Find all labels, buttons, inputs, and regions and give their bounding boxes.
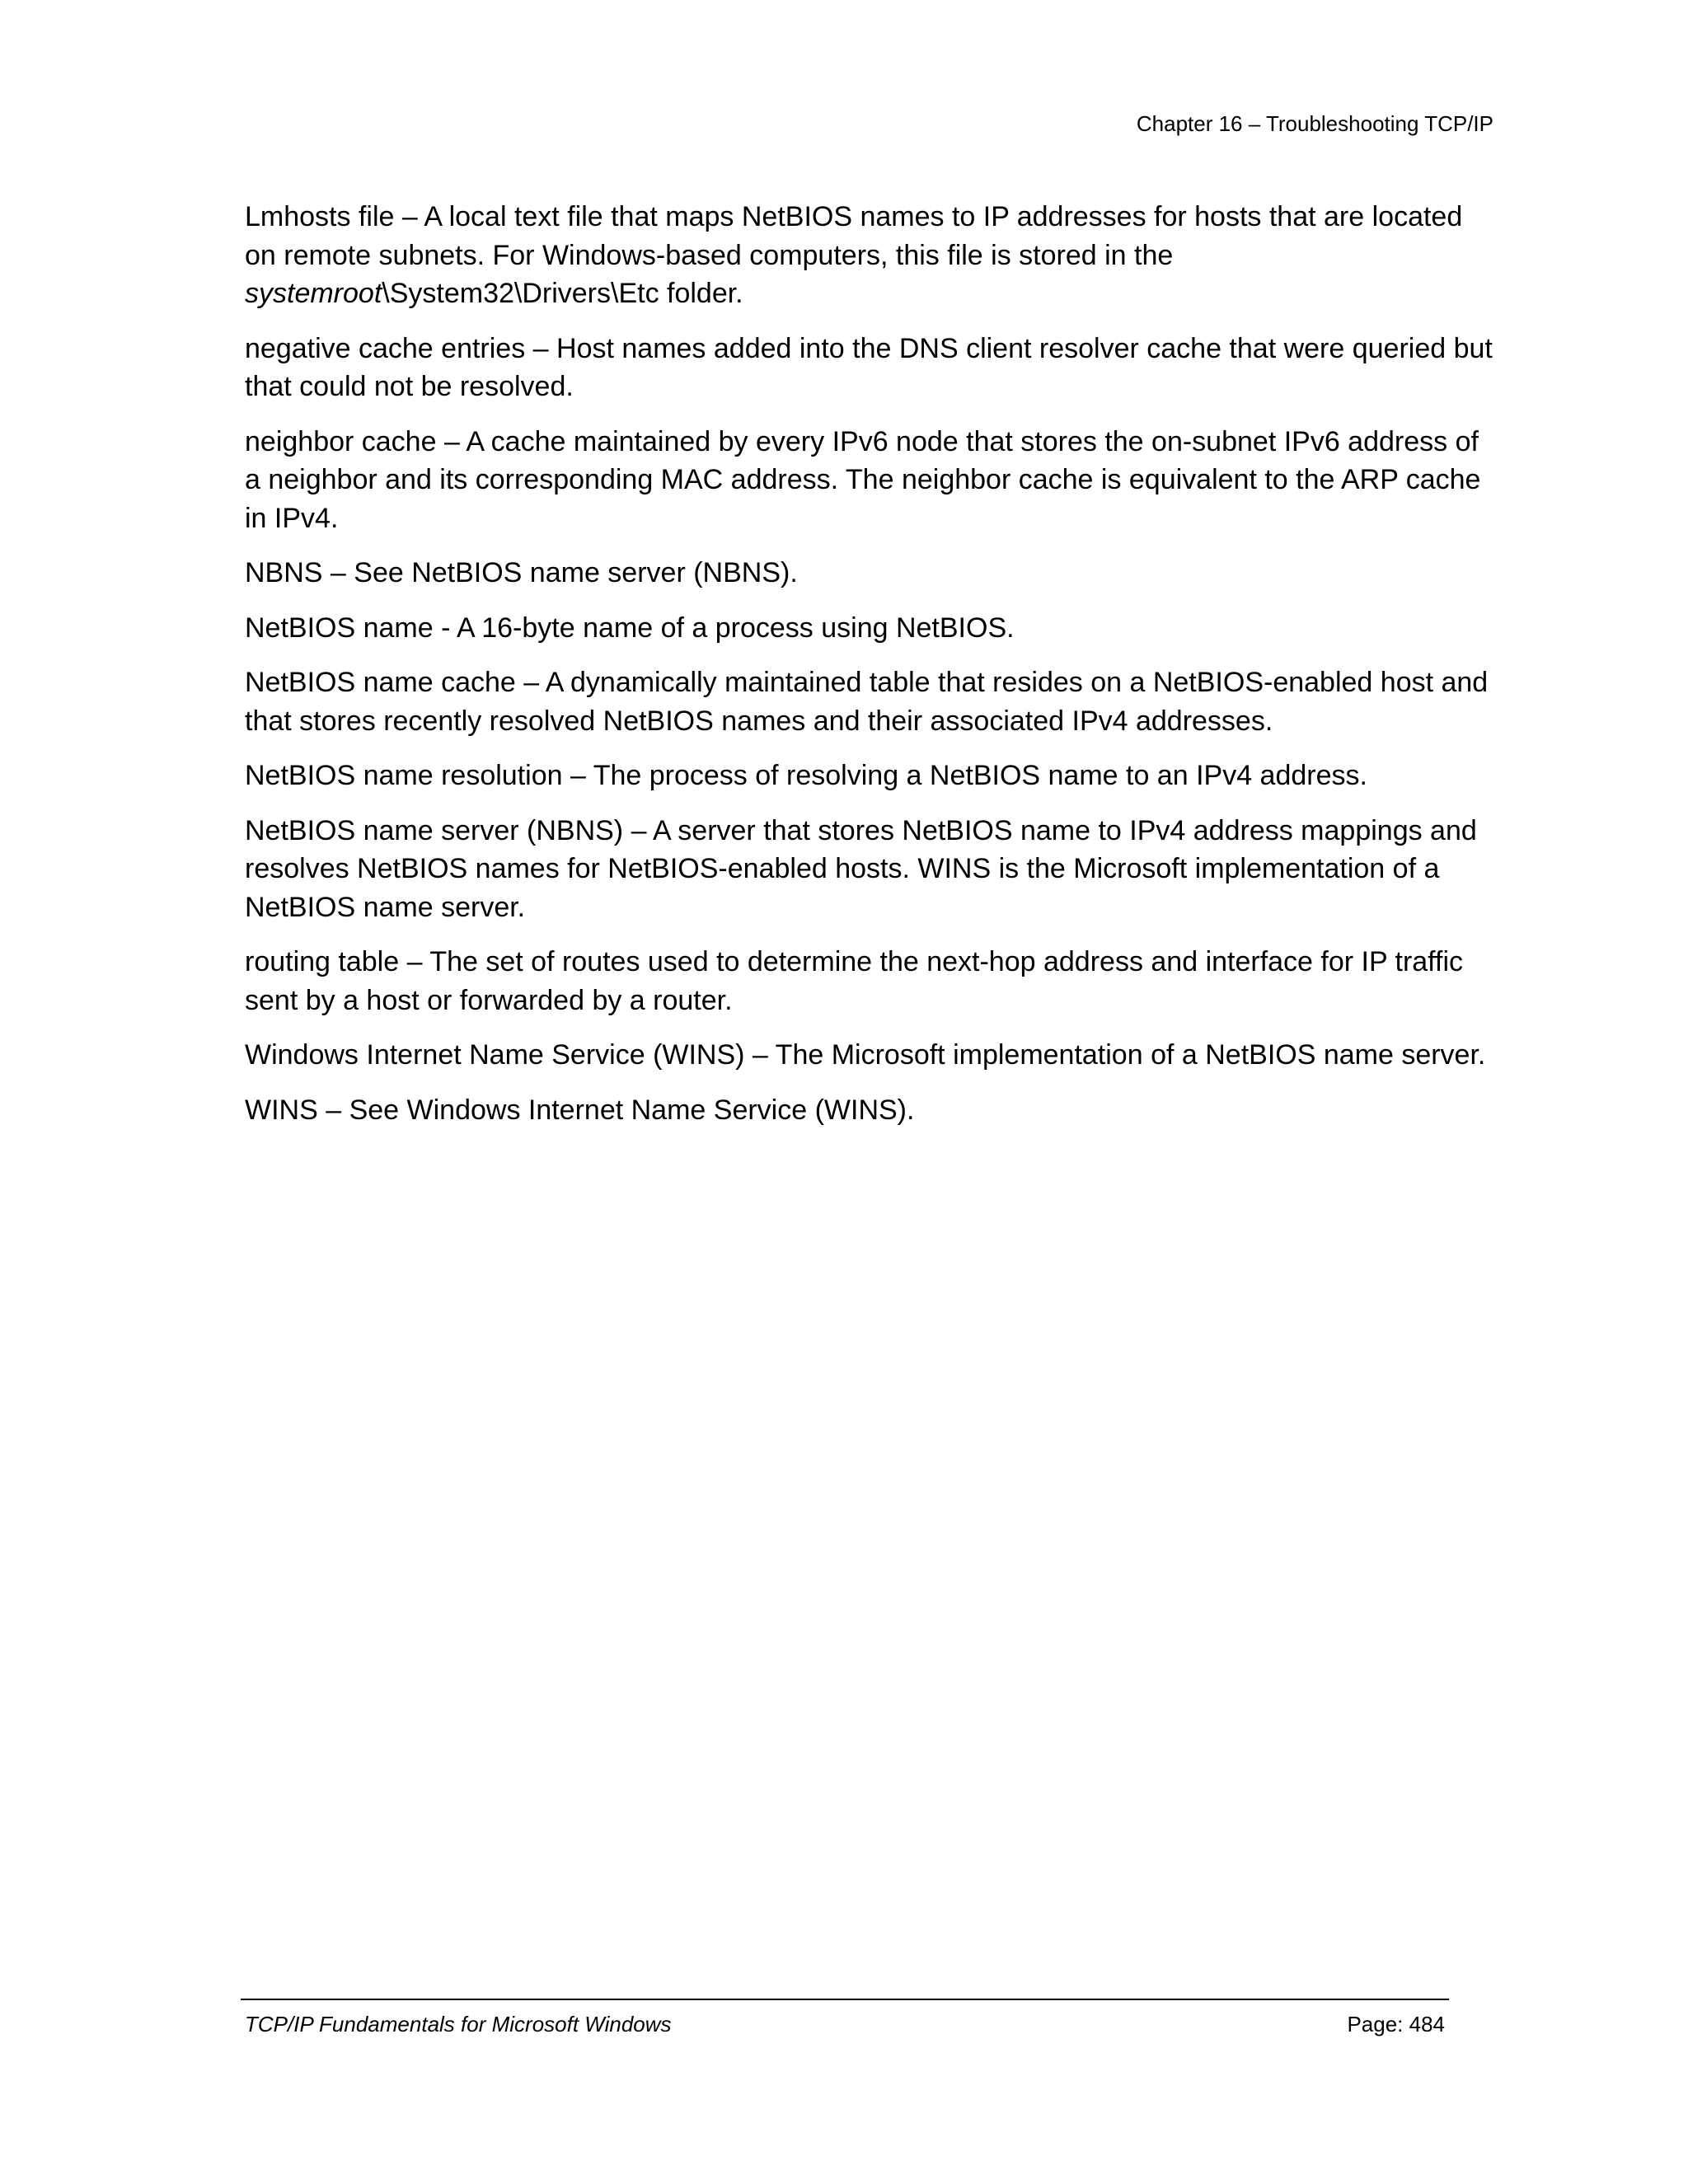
glossary-entry-routing-table: routing table – The set of routes used to determine the next-hop address and interface for IP traffic sent by a host or forwarded by a router. — [245, 946, 1464, 1016]
entry-text: Lmhosts file – A local text file that maps NetBIOS names to IP addresses for hosts that are located on remote subnets. For Windows-based computers, this file is stored in the — [245, 201, 1463, 271]
footer-page-number: Page: 484 — [1347, 2012, 1445, 2036]
chapter-header: Chapter 16 – Troubleshooting TCP/IP — [1136, 111, 1493, 136]
glossary-entry-wins-full: Windows Internet Name Service (WINS) – The Microsoft implementation of a NetBIOS name server. — [245, 1039, 1486, 1071]
glossary-entry-lmhosts-file — [245, 198, 1498, 313]
glossary-entry-netbios-name-resolution: NetBIOS name resolution – The process of resolving a NetBIOS name to an IPv4 address. — [245, 760, 1367, 791]
footer-book-title: TCP/IP Fundamentals for Microsoft Windows — [245, 2012, 672, 2036]
glossary-entry-neighbor-cache: neighbor cache – A cache maintained by every IPv6 node that stores the on-subnet IPv6 address of a neighbor and its corresponding MAC address. The neighbor cache is equivalent to the ARP cache in IPv4. — [245, 425, 1481, 534]
glossary-list — [245, 198, 1498, 1146]
entry-italic-text: systemroot — [245, 278, 382, 309]
glossary-entry-netbios-name-cache: NetBIOS name cache – A dynamically maintained table that resides on a NetBIOS-enabled host and that stores recently resolved NetBIOS names and their associated IPv4 addresses. — [245, 667, 1489, 737]
glossary-entry-wins: WINS – See Windows Internet Name Service (WINS). — [245, 1094, 915, 1126]
glossary-entry-netbios-name-server: NetBIOS name server (NBNS) – A server that stores NetBIOS name to IPv4 address mappings and resolves NetBIOS names for NetBIOS-enabled hosts. WINS is the Microsoft implementation of a NetBIOS name server. — [245, 814, 1477, 923]
glossary-entry-nbns: NBNS – See NetBIOS name server (NBNS). — [245, 557, 798, 588]
entry-text: \System32\Drivers\Etc folder. — [382, 278, 743, 309]
glossary-entry-negative-cache-entries: negative cache entries – Host names added into the DNS client resolver cache that were queried but that could not be resolved. — [245, 332, 1493, 402]
glossary-entry-netbios-name: NetBIOS name - A 16-byte name of a process using NetBIOS. — [245, 612, 1015, 644]
footer-divider — [241, 1999, 1449, 2000]
